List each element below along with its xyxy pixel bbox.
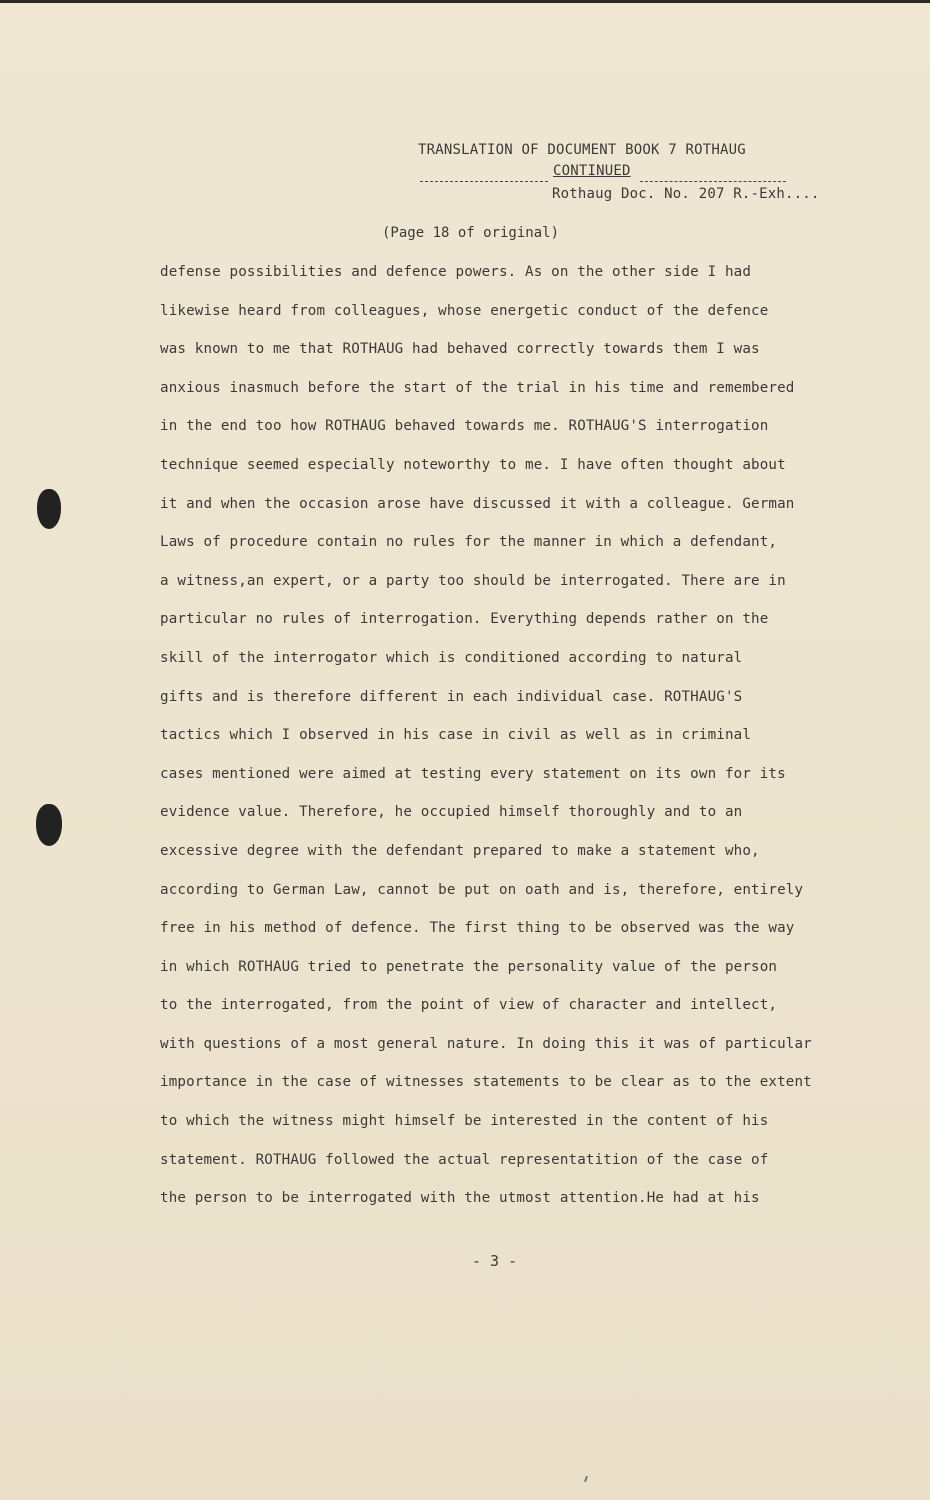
document-title: TRANSLATION OF DOCUMENT BOOK 7 ROTHAUG (418, 142, 746, 158)
punch-hole (37, 489, 61, 529)
body-line: to which the witness might himself be interested in the content of his (160, 1113, 769, 1130)
page-top-edge (0, 0, 930, 3)
body-line: evidence value. Therefore, he occupied himself thoroughly and to an (160, 804, 743, 821)
body-line: according to German Law, cannot be put on oath and is, therefore, entirely (160, 881, 804, 898)
paper-speck (584, 1476, 588, 1482)
original-page-reference: (Page 18 of original) (382, 225, 560, 241)
body-line: to the interrogated, from the point of view of character and intellect, (160, 997, 778, 1014)
body-line: free in his method of defence. The first thing to be observed was the way (160, 920, 795, 937)
body-line: statement. ROTHAUG followed the actual representatition of the case of (160, 1151, 769, 1168)
body-line: defense possibilities and defence powers. As on the other side I had (160, 264, 752, 280)
header-dash-left (420, 181, 548, 182)
body-line: in the end too how ROTHAUG behaved towards me. ROTHAUG'S interrogation (160, 418, 769, 435)
body-line: in which ROTHAUG tried to penetrate the personality value of the person (160, 958, 778, 975)
body-line: a witness,an expert, or a party too should be interrogated. There are in (160, 572, 786, 589)
body-line: technique seemed especially noteworthy to me. I have often thought about (160, 456, 786, 473)
punch-hole (36, 804, 62, 846)
body-line: tactics which I observed in his case in civil as well as in criminal (160, 727, 752, 744)
document-reference: Rothaug Doc. No. 207 R.-Exh.... (552, 186, 820, 202)
body-line: excessive degree with the defendant prepared to make a statement who, (160, 842, 760, 859)
body-line: likewise heard from colleagues, whose energetic conduct of the defence (160, 302, 769, 319)
body-line: particular no rules of interrogation. Everything depends rather on the (160, 611, 769, 628)
body-line: cases mentioned were aimed at testing every statement on its own for its (160, 765, 786, 782)
page-number: - 3 - (472, 1252, 518, 1270)
body-line: skill of the interrogator which is conditioned according to natural (160, 649, 743, 666)
document-continued: CONTINUED (553, 163, 631, 179)
body-line: with questions of a most general nature. In doing this it was of particular (160, 1035, 812, 1052)
header-dash-right (640, 181, 786, 182)
body-line: was known to me that ROTHAUG had behaved correctly towards them I was (160, 341, 760, 358)
body-line: gifts and is therefore different in each individual case. ROTHAUG'S (160, 688, 743, 705)
body-text (160, 262, 890, 1227)
body-line: anxious inasmuch before the start of the trial in his time and remembered (160, 379, 795, 396)
body-line: it and when the occasion arose have discussed it with a colleague. German (160, 495, 795, 512)
body-line: the person to be interrogated with the utmost attention.He had at his (160, 1190, 760, 1207)
body-line: Laws of procedure contain no rules for the manner in which a defendant, (160, 534, 778, 551)
body-line: importance in the case of witnesses statements to be clear as to the extent (160, 1074, 812, 1091)
